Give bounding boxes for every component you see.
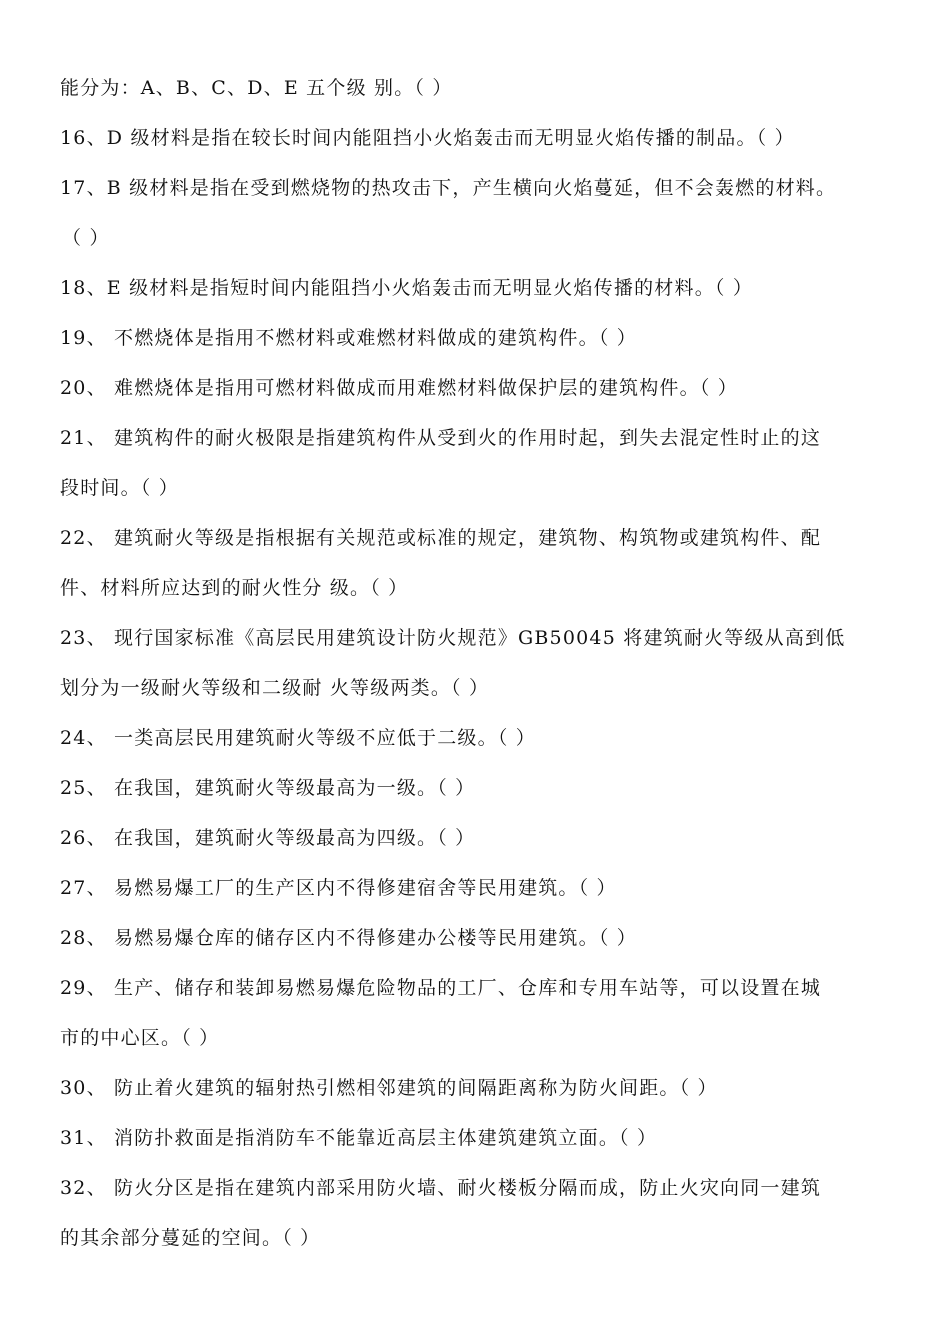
text-line: 22、 建筑耐火等级是指根据有关规范或标准的规定，建筑物、构筑物或建筑构件、配	[60, 527, 822, 549]
text-line: 21、 建筑构件的耐火极限是指建筑构件从受到火的作用时起，到失去混定性时止的这	[60, 427, 822, 449]
text-line: 16、D 级材料是指在较长时间内能阻挡小火焰轰击而无明显火焰传播的制品。（ ）	[60, 127, 795, 149]
text-line: 20、 难燃烧体是指用可燃材料做成而用难燃材料做保护层的建筑构件。（ ）	[60, 377, 738, 399]
text-line: 23、 现行国家标准《高层民用建筑设计防火规范》GB50045 将建筑耐火等级从高到低	[60, 627, 846, 649]
text-line: 24、 一类高层民用建筑耐火等级不应低于二级。（ ）	[60, 727, 536, 749]
text-line: 能分为：A、B、C、D、E 五个级 别。（ ）	[60, 77, 453, 99]
text-line: 17、B 级材料是指在受到燃烧物的热攻击下，产生横向火焰蔓延，但不会轰燃的材料。	[60, 177, 837, 199]
text-line: 28、 易燃易爆仓库的储存区内不得修建办公楼等民用建筑。（ ）	[60, 927, 637, 949]
text-line: 26、 在我国，建筑耐火等级最高为四级。（ ）	[60, 827, 476, 849]
text-line: 件、材料所应达到的耐火性分 级。（ ）	[60, 577, 409, 599]
text-line: （ ）	[62, 227, 110, 249]
text-line: 29、 生产、储存和装卸易燃易爆危险物品的工厂、仓库和专用车站等，可以设置在城	[60, 977, 822, 999]
text-line: 18、E 级材料是指短时间内能阻挡小火焰轰击而无明显火焰传播的材料。（ ）	[60, 277, 754, 299]
text-line: 32、 防火分区是指在建筑内部采用防火墙、耐火楼板分隔而成，防止火灾向同一建筑	[60, 1177, 822, 1199]
text-line: 段时间。（ ）	[60, 477, 179, 499]
text-line: 19、 不燃烧体是指用不燃材料或难燃材料做成的建筑构件。（ ）	[60, 327, 637, 349]
text-line: 30、 防止着火建筑的辐射热引燃相邻建筑的间隔距离称为防火间距。（ ）	[60, 1077, 718, 1099]
text-line: 27、 易燃易爆工厂的生产区内不得修建宿舍等民用建筑。（ ）	[60, 877, 617, 899]
text-line: 25、 在我国，建筑耐火等级最高为一级。（ ）	[60, 777, 476, 799]
text-line: 划分为一级耐火等级和二级耐 火等级两类。（ ）	[60, 677, 490, 699]
text-line: 市的中心区。（ ）	[60, 1027, 220, 1049]
text-line: 31、 消防扑救面是指消防车不能靠近高层主体建筑建筑立面。（ ）	[60, 1127, 658, 1149]
text-line: 的其余部分蔓延的空间。（ ）	[60, 1227, 321, 1249]
